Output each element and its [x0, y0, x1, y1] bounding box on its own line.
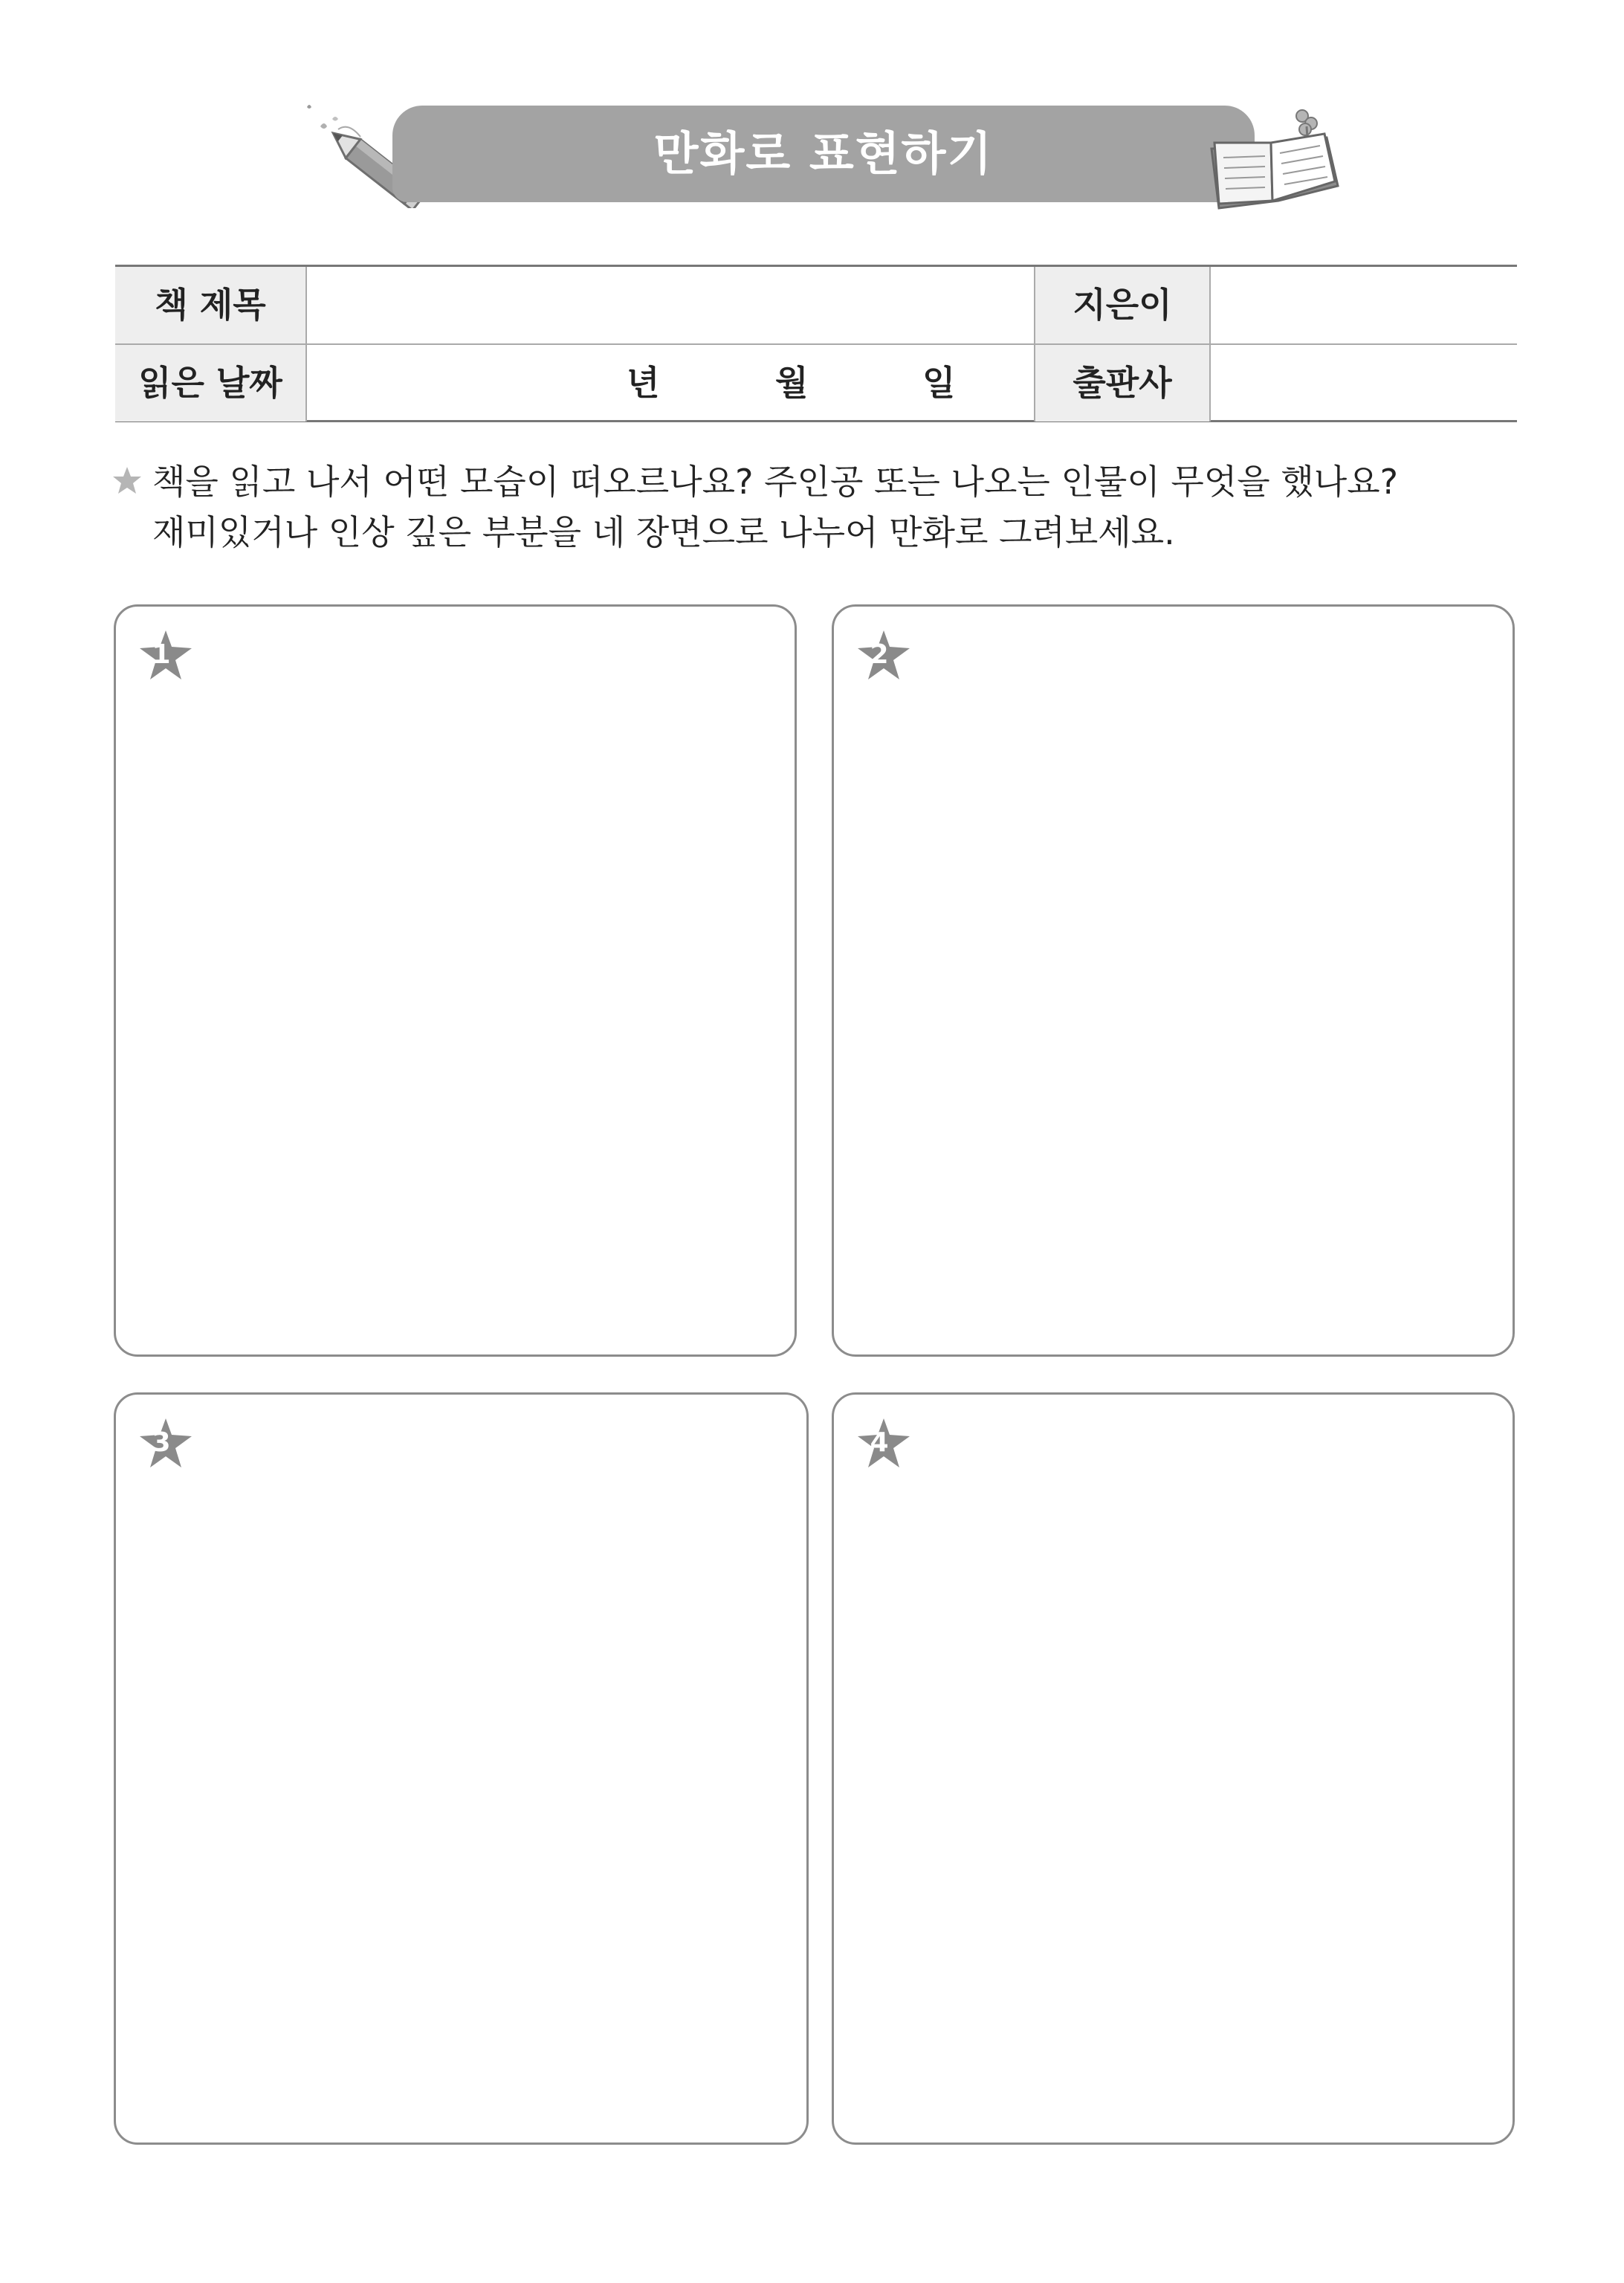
title-banner: [392, 106, 1255, 202]
date-month-label: 월: [775, 363, 809, 403]
comic-panel-2[interactable]: [832, 604, 1515, 1357]
comic-panel-1[interactable]: [114, 604, 797, 1357]
author-field[interactable]: [1211, 267, 1517, 343]
comic-panel-3[interactable]: [114, 1392, 809, 2145]
date-year-label: 년: [627, 363, 660, 403]
publisher-field[interactable]: [1211, 345, 1517, 422]
panel-number: 3: [152, 1427, 171, 1458]
info-row-title: [115, 267, 1517, 345]
panel-number: 1: [152, 639, 171, 670]
book-info-table: [115, 265, 1517, 422]
page-title: 만화로 표현하기: [653, 126, 994, 181]
star-badge-icon: [856, 629, 911, 681]
book-title-label: 책 제목: [115, 267, 307, 343]
instruction-line-2: 재미있거나 인상 깊은 부분을 네 장면으로 나누어 만화로 그려보세요.: [152, 512, 1175, 552]
open-book-icon: [1197, 97, 1345, 223]
star-badge-icon: [138, 1417, 193, 1469]
instruction-line-1: 책을 읽고 나서 어떤 모습이 떠오르나요? 주인공 또는 나오는 인물이 무엇을 했나요?: [152, 462, 1399, 502]
star-badge-icon: [138, 629, 193, 681]
comic-panel-4[interactable]: [832, 1392, 1515, 2145]
author-label: 지은이: [1035, 267, 1211, 343]
date-day-label: 일: [922, 363, 956, 403]
panel-number: 2: [870, 639, 889, 670]
read-date-label: 읽은 날짜: [115, 345, 307, 422]
book-title-field[interactable]: [307, 267, 1035, 343]
info-row-date: [115, 345, 1517, 422]
star-icon: [111, 465, 143, 495]
panel-number: 4: [870, 1427, 889, 1458]
star-badge-icon: [856, 1417, 911, 1469]
read-date-field[interactable]: [307, 345, 1035, 422]
publisher-label: 출판사: [1035, 345, 1211, 422]
